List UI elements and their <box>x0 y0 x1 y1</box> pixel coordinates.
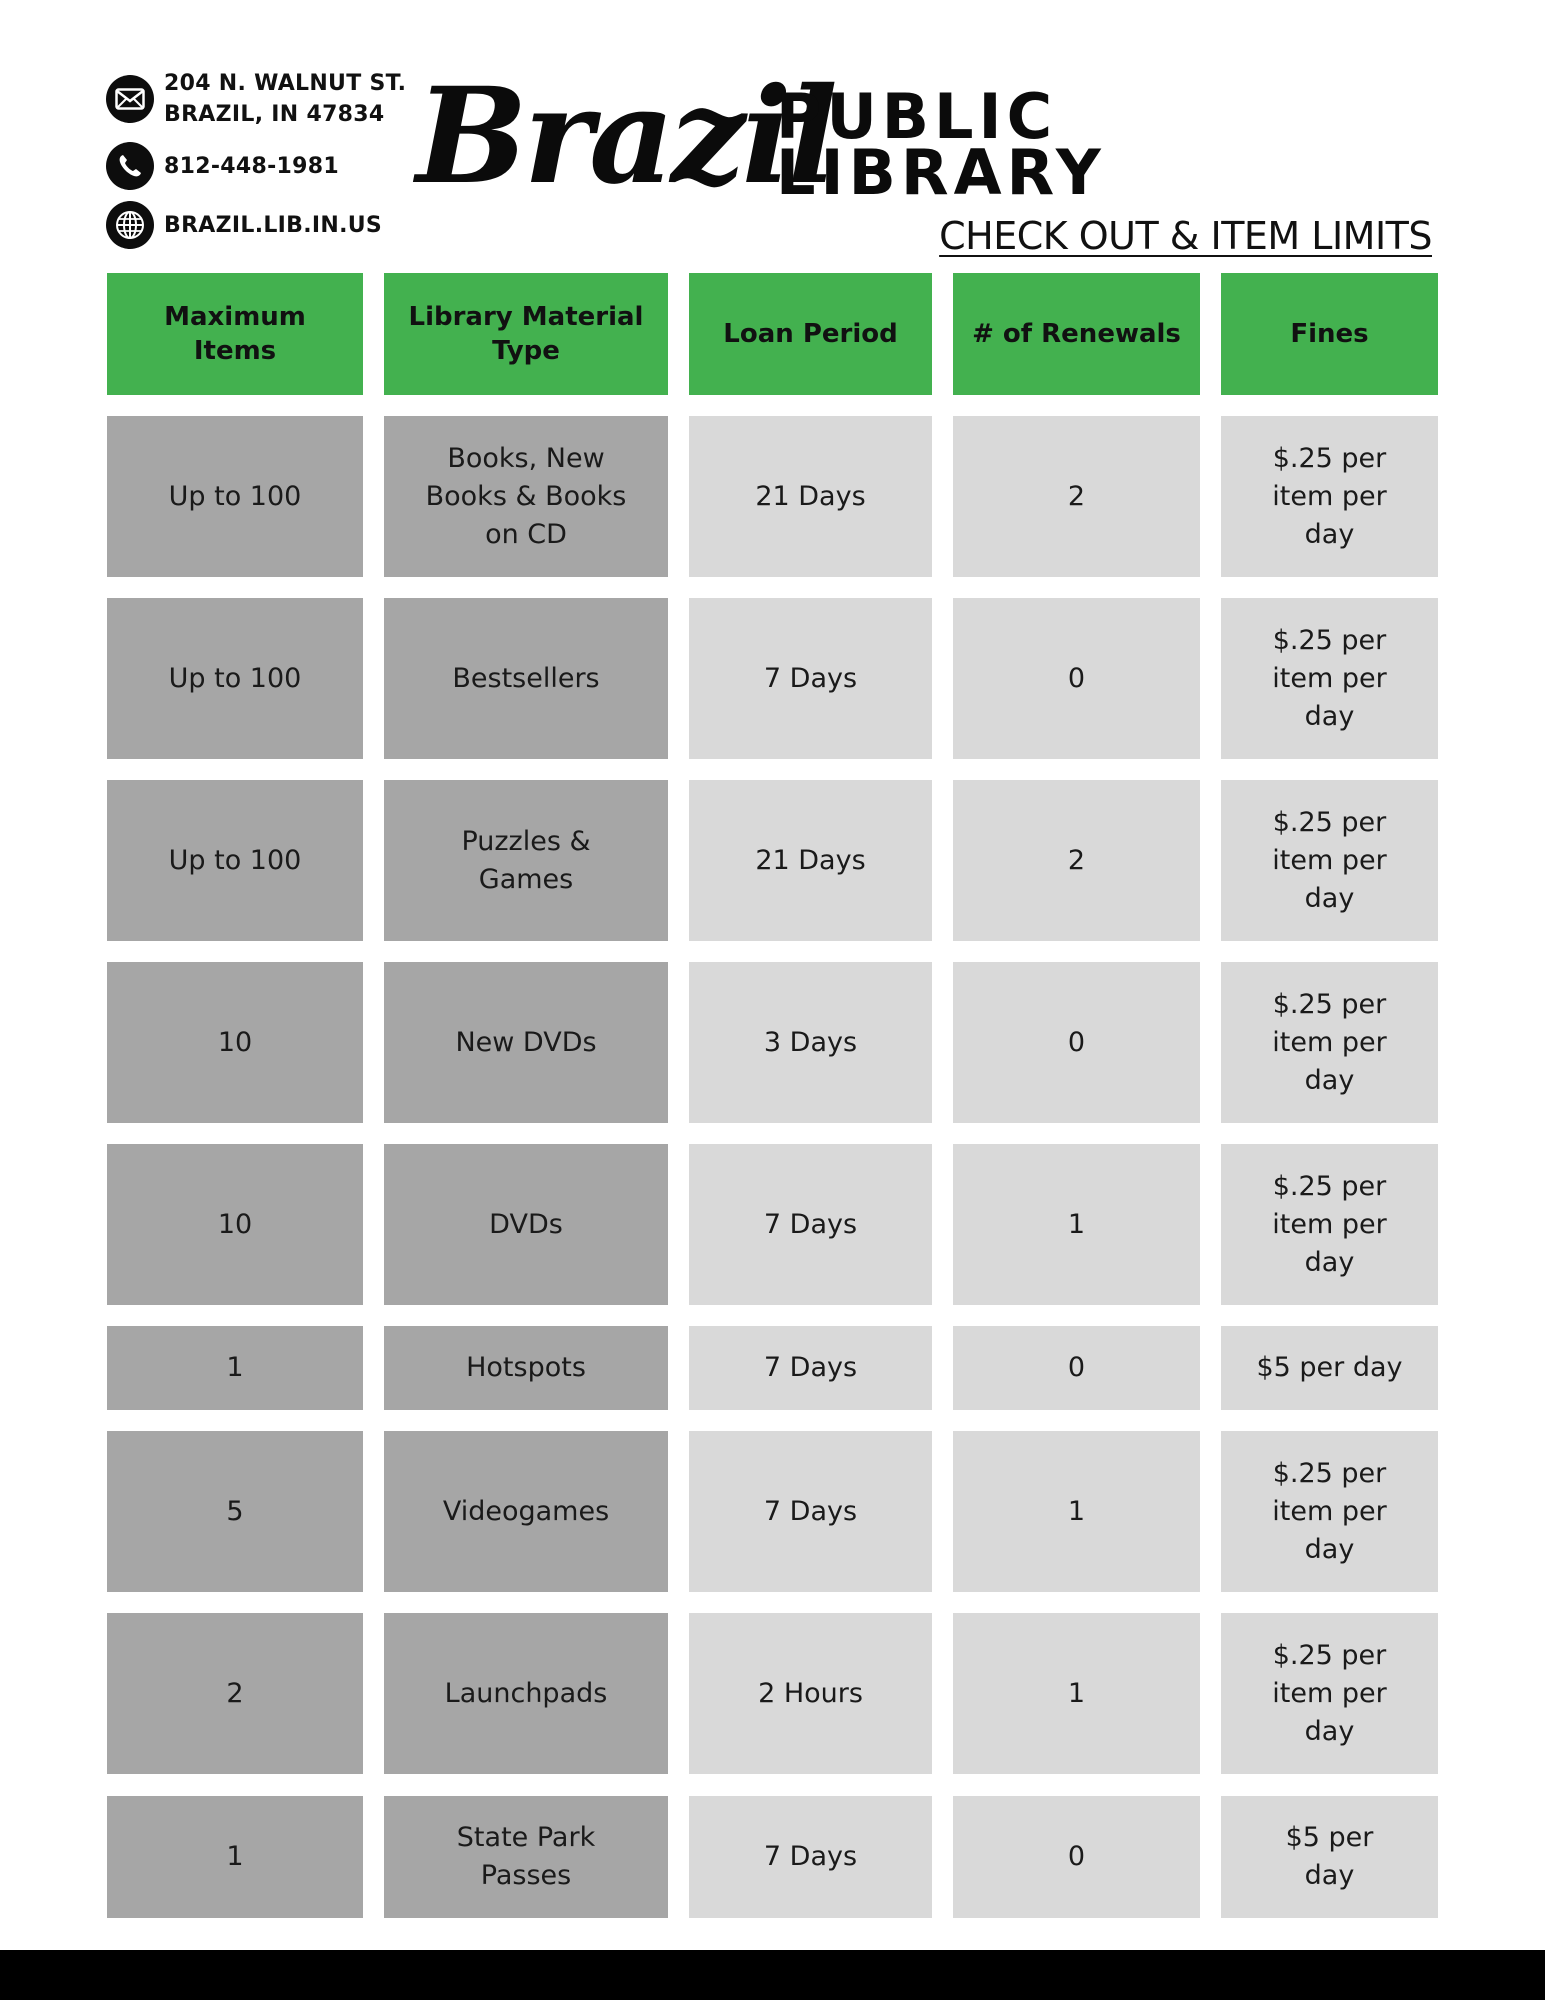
cell-material-type: Bestsellers <box>384 598 668 759</box>
cell-max-items: 10 <box>107 1144 363 1305</box>
cell-fines: $.25 per item per day <box>1221 1431 1438 1592</box>
cell-fines: $5 per day <box>1221 1326 1438 1410</box>
cell-material-type: Launchpads <box>384 1613 668 1774</box>
header-renewals: # of Renewals <box>953 273 1200 395</box>
footer-bar <box>0 1950 1545 2000</box>
cell-renewals: 1 <box>953 1431 1200 1592</box>
cell-fines: $.25 per item per day <box>1221 780 1438 941</box>
cell-renewals: 2 <box>953 780 1200 941</box>
address-line-2: BRAZIL, IN 47834 <box>164 102 385 127</box>
cell-loan-period: 21 Days <box>689 416 932 577</box>
cell-renewals: 0 <box>953 1796 1200 1918</box>
cell-renewals: 0 <box>953 962 1200 1123</box>
cell-material-type: Puzzles & Games <box>384 780 668 941</box>
logo-public: PUBLIC <box>776 80 1058 153</box>
cell-renewals: 0 <box>953 598 1200 759</box>
cell-loan-period: 7 Days <box>689 1431 932 1592</box>
website-url: BRAZIL.LIB.IN.US <box>164 212 383 238</box>
cell-fines: $.25 per item per day <box>1221 416 1438 577</box>
phone-number: 812-448-1981 <box>164 153 339 179</box>
cell-material-type: State Park Passes <box>384 1796 668 1918</box>
page-title: CHECK OUT & ITEM LIMITS <box>939 214 1432 258</box>
cell-fines: $.25 per item per day <box>1221 1613 1438 1774</box>
logo-script-brazil: Brazil <box>416 59 834 214</box>
cell-max-items: 5 <box>107 1431 363 1592</box>
cell-loan-period: 7 Days <box>689 1144 932 1305</box>
cell-material-type: Books, New Books & Books on CD <box>384 416 668 577</box>
cell-loan-period: 7 Days <box>689 1326 932 1410</box>
cell-loan-period: 7 Days <box>689 1796 932 1918</box>
cell-material-type: Hotspots <box>384 1326 668 1410</box>
logo-library: LIBRARY <box>776 136 1106 209</box>
address-line-1: 204 N. WALNUT ST. <box>164 71 407 96</box>
cell-renewals: 2 <box>953 416 1200 577</box>
cell-renewals: 0 <box>953 1326 1200 1410</box>
header-loan-period: Loan Period <box>689 273 932 395</box>
cell-max-items: 1 <box>107 1796 363 1918</box>
cell-loan-period: 21 Days <box>689 780 932 941</box>
cell-max-items: 10 <box>107 962 363 1123</box>
cell-material-type: DVDs <box>384 1144 668 1305</box>
cell-fines: $.25 per item per day <box>1221 598 1438 759</box>
cell-max-items: 1 <box>107 1326 363 1410</box>
cell-renewals: 1 <box>953 1144 1200 1305</box>
cell-fines: $5 per day <box>1221 1796 1438 1918</box>
cell-loan-period: 2 Hours <box>689 1613 932 1774</box>
header-material-type: Library Material Type <box>384 273 668 395</box>
cell-renewals: 1 <box>953 1613 1200 1774</box>
header-fines: Fines <box>1221 273 1438 395</box>
cell-loan-period: 7 Days <box>689 598 932 759</box>
cell-max-items: 2 <box>107 1613 363 1774</box>
cell-material-type: Videogames <box>384 1431 668 1592</box>
header-max-items: Maximum Items <box>107 273 363 395</box>
cell-fines: $.25 per item per day <box>1221 1144 1438 1305</box>
cell-max-items: Up to 100 <box>107 598 363 759</box>
cell-material-type: New DVDs <box>384 962 668 1123</box>
cell-max-items: Up to 100 <box>107 416 363 577</box>
cell-max-items: Up to 100 <box>107 780 363 941</box>
cell-fines: $.25 per item per day <box>1221 962 1438 1123</box>
cell-loan-period: 3 Days <box>689 962 932 1123</box>
